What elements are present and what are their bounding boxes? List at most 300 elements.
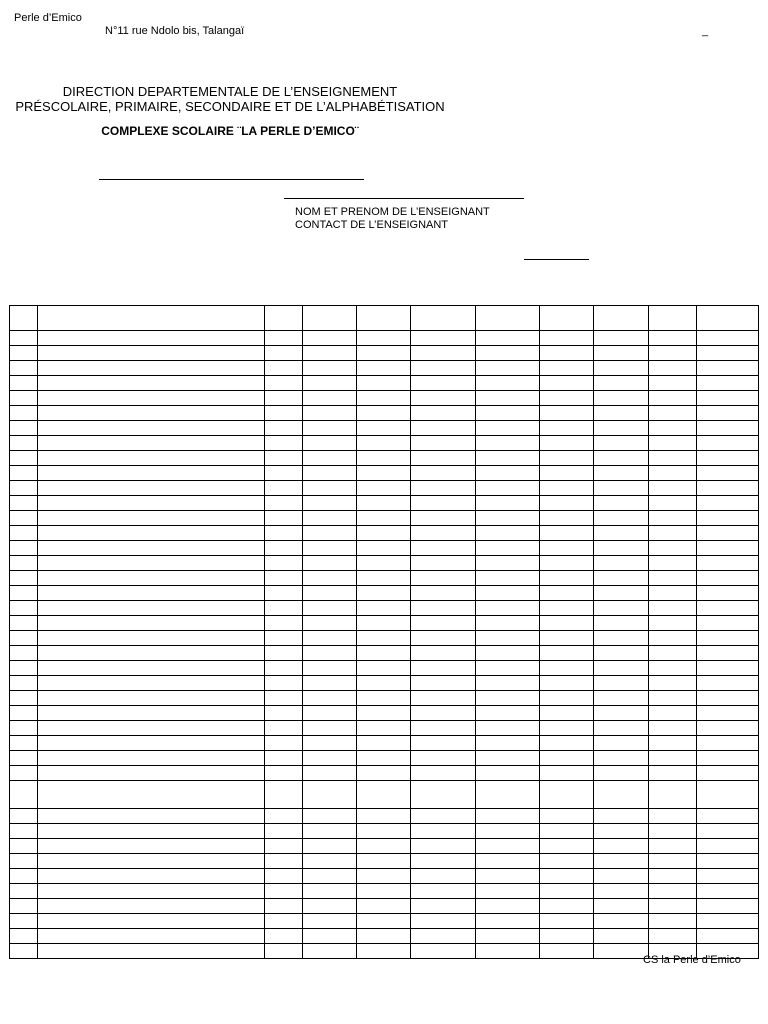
table-cell bbox=[411, 869, 476, 884]
table-cell bbox=[649, 466, 697, 481]
table-cell bbox=[649, 766, 697, 781]
table-cell bbox=[649, 751, 697, 766]
table-cell bbox=[649, 839, 697, 854]
table-row bbox=[10, 391, 759, 406]
table-cell bbox=[594, 436, 649, 451]
table-cell bbox=[357, 481, 411, 496]
table-cell bbox=[476, 406, 540, 421]
table-cell bbox=[303, 436, 357, 451]
table-row bbox=[10, 331, 759, 346]
table-cell bbox=[697, 884, 759, 899]
table-cell bbox=[649, 306, 697, 331]
table-cell bbox=[265, 571, 303, 586]
table-cell bbox=[649, 601, 697, 616]
table-cell bbox=[265, 914, 303, 929]
direction-title-line-1: DIRECTION DEPARTEMENTALE DE L’ENSEIGNEMENT bbox=[62, 84, 398, 99]
table-cell bbox=[357, 809, 411, 824]
table-cell bbox=[476, 766, 540, 781]
table-cell bbox=[697, 899, 759, 914]
table-cell bbox=[303, 884, 357, 899]
table-row bbox=[10, 556, 759, 571]
table-cell bbox=[38, 631, 265, 646]
table-cell bbox=[697, 571, 759, 586]
table-cell bbox=[540, 736, 594, 751]
table-cell bbox=[540, 824, 594, 839]
table-cell bbox=[303, 376, 357, 391]
table-row bbox=[10, 346, 759, 361]
table-cell bbox=[649, 869, 697, 884]
table-cell bbox=[649, 706, 697, 721]
table-cell bbox=[10, 331, 38, 346]
table-cell bbox=[540, 661, 594, 676]
table-cell bbox=[10, 586, 38, 601]
table-cell bbox=[594, 616, 649, 631]
table-cell bbox=[649, 481, 697, 496]
table-cell bbox=[38, 421, 265, 436]
table-cell bbox=[411, 556, 476, 571]
table-row bbox=[10, 706, 759, 721]
table-cell bbox=[540, 511, 594, 526]
table-cell bbox=[476, 481, 540, 496]
table-cell bbox=[10, 376, 38, 391]
table-cell bbox=[303, 781, 357, 809]
table-cell bbox=[10, 391, 38, 406]
table-row bbox=[10, 466, 759, 481]
table-cell bbox=[411, 824, 476, 839]
table-cell bbox=[357, 661, 411, 676]
table-cell bbox=[265, 809, 303, 824]
table-cell bbox=[357, 376, 411, 391]
table-cell bbox=[265, 376, 303, 391]
table-cell bbox=[411, 706, 476, 721]
table-cell bbox=[594, 854, 649, 869]
table-cell bbox=[10, 616, 38, 631]
table-cell bbox=[476, 496, 540, 511]
table-cell bbox=[476, 511, 540, 526]
table-cell bbox=[540, 751, 594, 766]
table-row bbox=[10, 869, 759, 884]
table-cell bbox=[540, 451, 594, 466]
table-cell bbox=[649, 586, 697, 601]
table-cell bbox=[265, 511, 303, 526]
table-cell bbox=[303, 854, 357, 869]
table-cell bbox=[594, 601, 649, 616]
table-cell bbox=[38, 556, 265, 571]
table-cell bbox=[540, 646, 594, 661]
table-cell bbox=[303, 809, 357, 824]
table-row bbox=[10, 721, 759, 736]
table-cell bbox=[411, 944, 476, 959]
table-cell bbox=[476, 736, 540, 751]
table-cell bbox=[697, 391, 759, 406]
table-row bbox=[10, 451, 759, 466]
table-cell bbox=[265, 646, 303, 661]
table-cell bbox=[303, 824, 357, 839]
table-cell bbox=[594, 406, 649, 421]
table-cell bbox=[265, 391, 303, 406]
table-cell bbox=[697, 691, 759, 706]
table-cell bbox=[697, 706, 759, 721]
table-cell bbox=[265, 706, 303, 721]
table-cell bbox=[265, 421, 303, 436]
table-cell bbox=[697, 601, 759, 616]
table-cell bbox=[303, 481, 357, 496]
table-row bbox=[10, 421, 759, 436]
teacher-contact-label: CONTACT DE L’ENSEIGNANT bbox=[295, 219, 449, 231]
table-cell bbox=[38, 511, 265, 526]
table-cell bbox=[697, 751, 759, 766]
table-cell bbox=[594, 481, 649, 496]
table-cell bbox=[476, 824, 540, 839]
table-row bbox=[10, 601, 759, 616]
table-cell bbox=[303, 944, 357, 959]
table-cell bbox=[697, 496, 759, 511]
table-cell bbox=[38, 736, 265, 751]
table-cell bbox=[265, 481, 303, 496]
table-cell bbox=[649, 361, 697, 376]
table-cell bbox=[697, 586, 759, 601]
table-cell bbox=[540, 466, 594, 481]
school-name: Perle d’Emico bbox=[14, 12, 82, 24]
table-cell bbox=[411, 781, 476, 809]
table-cell bbox=[697, 736, 759, 751]
table-cell bbox=[357, 944, 411, 959]
table-cell bbox=[697, 869, 759, 884]
table-cell bbox=[303, 331, 357, 346]
table-cell bbox=[411, 809, 476, 824]
table-cell bbox=[357, 451, 411, 466]
table-cell bbox=[649, 526, 697, 541]
table-cell bbox=[476, 331, 540, 346]
table-cell bbox=[38, 766, 265, 781]
table-cell bbox=[357, 526, 411, 541]
table-cell bbox=[540, 854, 594, 869]
table-cell bbox=[411, 899, 476, 914]
table-cell bbox=[357, 631, 411, 646]
table-cell bbox=[265, 556, 303, 571]
table-cell bbox=[10, 869, 38, 884]
table-cell bbox=[476, 884, 540, 899]
table-cell bbox=[476, 914, 540, 929]
table-cell bbox=[697, 346, 759, 361]
table-cell bbox=[38, 824, 265, 839]
table-cell bbox=[38, 781, 265, 809]
table-cell bbox=[411, 586, 476, 601]
table-cell bbox=[476, 691, 540, 706]
table-cell bbox=[10, 751, 38, 766]
table-cell bbox=[697, 854, 759, 869]
table-cell bbox=[649, 631, 697, 646]
table-cell bbox=[411, 481, 476, 496]
table-cell bbox=[649, 929, 697, 944]
table-header-row bbox=[10, 306, 759, 331]
table-row bbox=[10, 616, 759, 631]
table-cell bbox=[594, 706, 649, 721]
table-cell bbox=[476, 839, 540, 854]
table-row bbox=[10, 809, 759, 824]
table-cell bbox=[303, 586, 357, 601]
table-row bbox=[10, 646, 759, 661]
table-cell bbox=[594, 391, 649, 406]
table-cell bbox=[649, 436, 697, 451]
table-cell bbox=[10, 781, 38, 809]
table-cell bbox=[697, 929, 759, 944]
table-cell bbox=[476, 421, 540, 436]
table-cell bbox=[476, 541, 540, 556]
table-cell bbox=[38, 646, 265, 661]
table-cell bbox=[540, 331, 594, 346]
table-cell bbox=[357, 511, 411, 526]
table-cell bbox=[303, 406, 357, 421]
table-cell bbox=[649, 406, 697, 421]
table-cell bbox=[594, 839, 649, 854]
table-cell bbox=[697, 661, 759, 676]
table-row bbox=[10, 571, 759, 586]
table-cell bbox=[357, 406, 411, 421]
table-cell bbox=[357, 331, 411, 346]
grades-table bbox=[9, 305, 759, 959]
table-cell bbox=[411, 331, 476, 346]
table-row bbox=[10, 376, 759, 391]
table-cell bbox=[411, 736, 476, 751]
table-cell bbox=[10, 706, 38, 721]
table-cell bbox=[265, 691, 303, 706]
table-cell bbox=[697, 331, 759, 346]
table-cell bbox=[411, 466, 476, 481]
table-cell bbox=[697, 376, 759, 391]
table-cell bbox=[476, 944, 540, 959]
table-cell bbox=[303, 646, 357, 661]
table-cell bbox=[540, 306, 594, 331]
table-row bbox=[10, 676, 759, 691]
table-cell bbox=[594, 766, 649, 781]
table-cell bbox=[649, 331, 697, 346]
table-cell bbox=[697, 631, 759, 646]
table-cell bbox=[649, 556, 697, 571]
table-row bbox=[10, 361, 759, 376]
table-cell bbox=[476, 306, 540, 331]
table-cell bbox=[411, 511, 476, 526]
table-cell bbox=[303, 571, 357, 586]
table-cell bbox=[697, 914, 759, 929]
table-cell bbox=[649, 376, 697, 391]
table-cell bbox=[303, 661, 357, 676]
table-cell bbox=[265, 869, 303, 884]
table-cell bbox=[476, 556, 540, 571]
table-cell bbox=[357, 616, 411, 631]
table-cell bbox=[697, 436, 759, 451]
table-cell bbox=[540, 571, 594, 586]
table-row bbox=[10, 766, 759, 781]
table-cell bbox=[357, 839, 411, 854]
table-cell bbox=[303, 466, 357, 481]
table-cell bbox=[411, 661, 476, 676]
table-cell bbox=[357, 706, 411, 721]
table-cell bbox=[649, 691, 697, 706]
table-cell bbox=[697, 809, 759, 824]
table-cell bbox=[265, 929, 303, 944]
table-cell bbox=[10, 306, 38, 331]
table-cell bbox=[649, 824, 697, 839]
table-cell bbox=[649, 781, 697, 809]
table-cell bbox=[649, 721, 697, 736]
table-cell bbox=[649, 854, 697, 869]
table-cell bbox=[411, 306, 476, 331]
table-cell bbox=[411, 691, 476, 706]
table-cell bbox=[265, 616, 303, 631]
table-cell bbox=[38, 526, 265, 541]
table-cell bbox=[697, 824, 759, 839]
table-cell bbox=[10, 511, 38, 526]
table-cell bbox=[38, 839, 265, 854]
table-cell bbox=[38, 809, 265, 824]
table-cell bbox=[411, 601, 476, 616]
table-cell bbox=[594, 781, 649, 809]
table-cell bbox=[476, 869, 540, 884]
table-cell bbox=[411, 571, 476, 586]
table-cell bbox=[38, 391, 265, 406]
table-cell bbox=[540, 766, 594, 781]
table-cell bbox=[594, 306, 649, 331]
table-cell bbox=[357, 421, 411, 436]
table-cell bbox=[476, 899, 540, 914]
table-cell bbox=[649, 736, 697, 751]
table-cell bbox=[594, 721, 649, 736]
table-cell bbox=[540, 556, 594, 571]
table-cell bbox=[10, 884, 38, 899]
table-cell bbox=[303, 556, 357, 571]
table-cell bbox=[265, 899, 303, 914]
table-cell bbox=[265, 436, 303, 451]
table-cell bbox=[38, 601, 265, 616]
table-cell bbox=[649, 541, 697, 556]
table-cell bbox=[303, 496, 357, 511]
table-cell bbox=[38, 541, 265, 556]
table-cell bbox=[649, 676, 697, 691]
table-row bbox=[10, 899, 759, 914]
table-cell bbox=[10, 854, 38, 869]
table-cell bbox=[594, 676, 649, 691]
table-cell bbox=[10, 766, 38, 781]
table-cell bbox=[265, 496, 303, 511]
table-cell bbox=[476, 661, 540, 676]
table-cell bbox=[10, 571, 38, 586]
table-cell bbox=[38, 944, 265, 959]
table-cell bbox=[411, 346, 476, 361]
table-cell bbox=[697, 839, 759, 854]
table-row bbox=[10, 496, 759, 511]
table-cell bbox=[38, 331, 265, 346]
table-cell bbox=[540, 914, 594, 929]
table-cell bbox=[303, 914, 357, 929]
table-cell bbox=[540, 526, 594, 541]
table-cell bbox=[411, 421, 476, 436]
table-cell bbox=[265, 631, 303, 646]
table-cell bbox=[697, 526, 759, 541]
table-cell bbox=[697, 721, 759, 736]
table-cell bbox=[540, 676, 594, 691]
table-cell bbox=[476, 809, 540, 824]
table-cell bbox=[697, 556, 759, 571]
table-cell bbox=[411, 914, 476, 929]
table-cell bbox=[411, 361, 476, 376]
table-cell bbox=[357, 766, 411, 781]
table-cell bbox=[649, 571, 697, 586]
table-cell bbox=[357, 361, 411, 376]
table-cell bbox=[265, 721, 303, 736]
table-cell bbox=[411, 406, 476, 421]
table-cell bbox=[540, 421, 594, 436]
table-cell bbox=[10, 914, 38, 929]
table-cell bbox=[476, 451, 540, 466]
table-cell bbox=[303, 676, 357, 691]
table-cell bbox=[411, 646, 476, 661]
table-cell bbox=[357, 781, 411, 809]
table-cell bbox=[594, 914, 649, 929]
table-cell bbox=[357, 721, 411, 736]
table-cell bbox=[357, 571, 411, 586]
table-cell bbox=[265, 601, 303, 616]
table-cell bbox=[476, 526, 540, 541]
table-cell bbox=[303, 421, 357, 436]
table-cell bbox=[594, 646, 649, 661]
table-cell bbox=[303, 691, 357, 706]
table-cell bbox=[357, 899, 411, 914]
table-cell bbox=[540, 809, 594, 824]
table-cell bbox=[476, 571, 540, 586]
table-row bbox=[10, 824, 759, 839]
table-cell bbox=[303, 601, 357, 616]
table-cell bbox=[303, 631, 357, 646]
table-cell bbox=[411, 451, 476, 466]
table-cell bbox=[38, 914, 265, 929]
table-cell bbox=[697, 466, 759, 481]
table-cell bbox=[411, 839, 476, 854]
table-cell bbox=[265, 824, 303, 839]
table-cell bbox=[357, 646, 411, 661]
blank-line-short bbox=[524, 259, 589, 260]
table-row bbox=[10, 661, 759, 676]
table-cell bbox=[265, 526, 303, 541]
table-cell bbox=[303, 361, 357, 376]
table-cell bbox=[697, 781, 759, 809]
table-cell bbox=[265, 331, 303, 346]
table-cell bbox=[594, 331, 649, 346]
table-cell bbox=[540, 944, 594, 959]
table-cell bbox=[10, 436, 38, 451]
table-cell bbox=[594, 571, 649, 586]
table-cell bbox=[476, 436, 540, 451]
table-cell bbox=[411, 526, 476, 541]
table-cell bbox=[265, 451, 303, 466]
table-cell bbox=[10, 646, 38, 661]
table-cell bbox=[38, 481, 265, 496]
table-cell bbox=[540, 631, 594, 646]
table-cell bbox=[10, 556, 38, 571]
table-cell bbox=[594, 929, 649, 944]
table-row bbox=[10, 436, 759, 451]
table-cell bbox=[540, 406, 594, 421]
table-cell bbox=[38, 616, 265, 631]
table-cell bbox=[411, 496, 476, 511]
table-cell bbox=[540, 391, 594, 406]
table-cell bbox=[265, 661, 303, 676]
table-cell bbox=[265, 541, 303, 556]
table-cell bbox=[411, 721, 476, 736]
table-cell bbox=[303, 451, 357, 466]
table-cell bbox=[303, 306, 357, 331]
table-cell bbox=[697, 646, 759, 661]
